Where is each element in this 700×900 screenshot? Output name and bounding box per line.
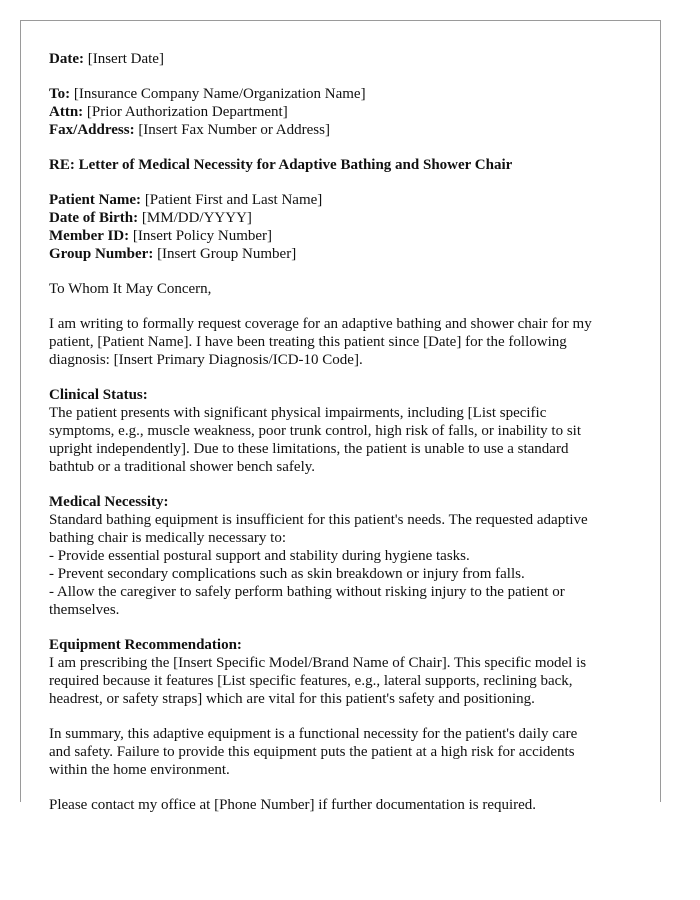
necessity-line: Standard bathing equipment is insufficient for this patient's needs. The requested adaptive: [49, 512, 588, 528]
attn-value: [Prior Authorization Department]: [83, 104, 288, 120]
header-block: [49, 50, 632, 68]
intro-line: patient, [Patient Name]. I have been treating this patient since [Date] for the following: [49, 334, 567, 350]
summary-line: and safety. Failure to provide this equipment puts the patient at a high risk for accidents: [49, 744, 575, 760]
necessity-bullet: - Prevent secondary complications such as skin breakdown or injury from falls.: [49, 566, 525, 582]
date-label: Date:: [49, 51, 84, 67]
dob-label: Date of Birth:: [49, 210, 139, 226]
equipment-line: I am prescribing the [Insert Specific Model/Brand Name of Chair]. This specific model is: [49, 655, 587, 671]
intro-line: I am writing to formally request coverage for an adaptive bathing and shower chair for my: [49, 316, 592, 332]
member-id-label: Member ID:: [49, 228, 130, 244]
equipment-line: required because it features [List specific features, e.g., lateral supports, reclining back,: [49, 673, 573, 689]
clinical-line: symptoms, e.g., muscle weakness, poor trunk control, high risk of falls, or inability to sit: [49, 423, 582, 439]
to-label: To:: [49, 86, 71, 102]
equipment-line: headrest, or safety straps] which are vital for this patient's safety and positioning.: [49, 691, 535, 707]
patient-block: [49, 191, 632, 263]
summary-line: In summary, this adaptive equipment is a functional necessity for the patient's daily care: [49, 726, 578, 742]
necessity-bullet-continued: themselves.: [49, 602, 120, 618]
equipment-recommendation-heading: Equipment Recommendation:: [49, 637, 242, 653]
subject-line: RE: Letter of Medical Necessity for Adaptive Bathing and Shower Chair: [49, 157, 513, 173]
clinical-line: bathtub or a traditional shower bench safely.: [49, 459, 316, 475]
member-id-line: [49, 227, 632, 245]
clinical-line: upright independently]. Due to these limitations, the patient is unable to use a standard: [49, 441, 569, 457]
salutation: To Whom It May Concern,: [49, 281, 212, 297]
dob-value: [MM/DD/YYYY]: [138, 210, 252, 226]
patient-name-value: [Patient First and Last Name]: [141, 192, 323, 208]
fax-label: Fax/Address:: [49, 122, 135, 138]
necessity-bullet: - Allow the caregiver to safely perform bathing without risking injury to the patient or: [49, 584, 565, 600]
recipient-block: [49, 85, 632, 139]
clinical-line: The patient presents with significant physical impairments, including [List specific: [49, 405, 547, 421]
group-number-line: [49, 245, 632, 263]
closing-paragraph: Please contact my office at [Phone Number] if further documentation is required.: [49, 797, 537, 813]
member-id-value: [Insert Policy Number]: [129, 228, 273, 244]
clinical-status-heading: Clinical Status:: [49, 387, 148, 403]
patient-name-label: Patient Name:: [49, 192, 142, 208]
summary-paragraph: [49, 725, 632, 779]
dob-line: [49, 209, 632, 227]
date-value: [Insert Date]: [83, 51, 164, 67]
fax-value: [Insert Fax Number or Address]: [134, 122, 330, 138]
intro-paragraph: [49, 315, 632, 369]
summary-line: within the home environment.: [49, 762, 230, 778]
group-number-value: [Insert Group Number]: [153, 246, 297, 262]
attn-label: Attn:: [49, 104, 84, 120]
attn-line: [49, 103, 632, 121]
to-line: [49, 85, 632, 103]
intro-line: diagnosis: [Insert Primary Diagnosis/ICD-10 Code].: [49, 352, 363, 368]
patient-name-line: [49, 191, 632, 209]
medical-necessity-heading: Medical Necessity:: [49, 494, 169, 510]
fax-line: [49, 121, 632, 139]
to-value: [Insurance Company Name/Organization Name]: [70, 86, 366, 102]
necessity-bullet: - Provide essential postural support and stability during hygiene tasks.: [49, 548, 470, 564]
medical-necessity-section: [49, 493, 632, 619]
date-line: [49, 50, 632, 68]
letter-page: [20, 20, 661, 813]
group-number-label: Group Number:: [49, 246, 154, 262]
equipment-recommendation-section: [49, 636, 632, 708]
necessity-line: bathing chair is medically necessary to:: [49, 530, 287, 546]
clinical-status-section: [49, 386, 632, 476]
